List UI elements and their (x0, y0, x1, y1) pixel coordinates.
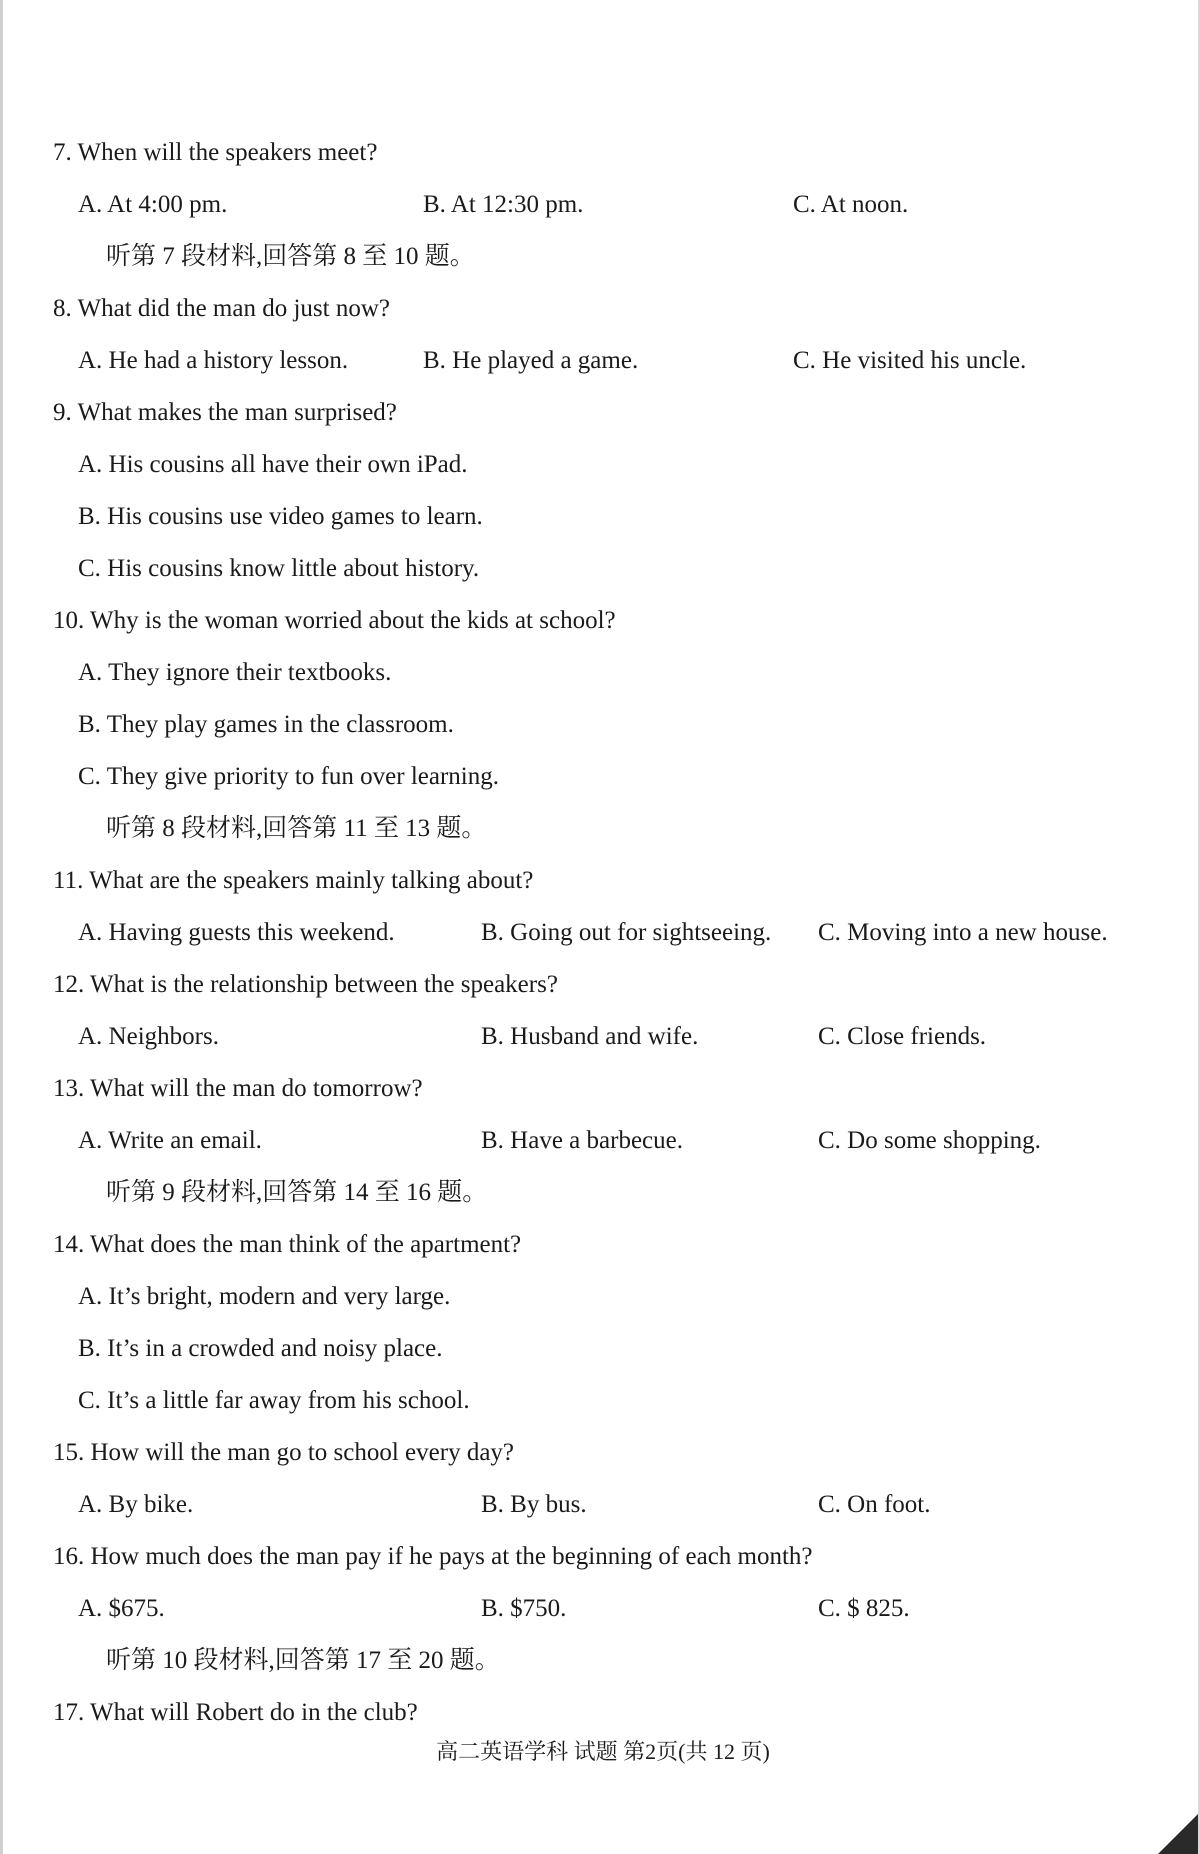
page-corner-fold (1138, 1794, 1198, 1854)
answer-option: B. Have a barbecue. (481, 1127, 683, 1154)
answer-option: A. Having guests this weekend. (78, 919, 395, 946)
answer-option: B. $750. (481, 1595, 567, 1622)
answer-option: B. At 12:30 pm. (423, 191, 584, 218)
question-stem: 9. What makes the man surprised? (53, 399, 397, 426)
answer-option: B. By bus. (481, 1491, 587, 1518)
question-stem: 13. What will the man do tomorrow? (53, 1075, 423, 1102)
answer-option: A. $675. (78, 1595, 165, 1622)
answer-option: C. Do some shopping. (818, 1127, 1041, 1154)
question-stem: 11. What are the speakers mainly talking about? (53, 867, 534, 894)
question-stem: 10. Why is the woman worried about the kids at school? (53, 607, 616, 634)
answer-option: C. It’s a little far away from his school. (78, 1387, 470, 1414)
answer-option: C. They give priority to fun over learning. (78, 763, 499, 790)
answer-option: A. By bike. (78, 1491, 194, 1518)
section-instruction: 听第 7 段材料,回答第 8 至 10 题。 (106, 243, 475, 270)
section-instruction: 听第 10 段材料,回答第 17 至 20 题。 (106, 1647, 500, 1674)
question-stem: 16. How much does the man pay if he pays at the beginning of each month? (53, 1543, 813, 1570)
answer-options-row (53, 1022, 1173, 1074)
answer-option: B. Going out for sightseeing. (481, 919, 772, 946)
answer-option: A. Neighbors. (78, 1023, 219, 1050)
question-stem: 7. When will the speakers meet? (53, 139, 378, 166)
section-instruction: 听第 9 段材料,回答第 14 至 16 题。 (106, 1179, 488, 1206)
answer-option: C. $ 825. (818, 1595, 910, 1622)
answer-option: C. Close friends. (818, 1023, 987, 1050)
answer-options-row (53, 346, 1173, 398)
question-stem: 14. What does the man think of the apartment? (53, 1231, 522, 1258)
question-stem: 12. What is the relationship between the speakers? (53, 971, 558, 998)
answer-option: C. Moving into a new house. (818, 919, 1108, 946)
question-stem: 17. What will Robert do in the club? (53, 1699, 418, 1726)
answer-option: C. On foot. (818, 1491, 931, 1518)
section-instruction: 听第 8 段材料,回答第 11 至 13 题。 (106, 815, 487, 842)
answer-option: A. At 4:00 pm. (78, 191, 228, 218)
answer-option: A. His cousins all have their own iPad. (78, 451, 468, 478)
question-stem: 8. What did the man do just now? (53, 295, 390, 322)
answer-options-row (53, 918, 1173, 970)
answer-option: B. They play games in the classroom. (78, 711, 454, 738)
answer-option: C. At noon. (793, 191, 909, 218)
answer-option: A. It’s bright, modern and very large. (78, 1283, 451, 1310)
answer-option: C. He visited his uncle. (793, 347, 1027, 374)
answer-option: C. His cousins know little about history. (78, 555, 480, 582)
answer-options-row (53, 1490, 1173, 1542)
answer-option: A. They ignore their textbooks. (78, 659, 392, 686)
question-stem: 15. How will the man go to school every day? (53, 1439, 515, 1466)
answer-option: B. He played a game. (423, 347, 639, 374)
answer-options-row (53, 1594, 1173, 1646)
answer-option: B. It’s in a crowded and noisy place. (78, 1335, 443, 1362)
answer-option: A. Write an email. (78, 1127, 262, 1154)
answer-option: B. His cousins use video games to learn. (78, 503, 483, 530)
answer-option: A. He had a history lesson. (78, 347, 349, 374)
answer-options-row (53, 1126, 1173, 1178)
question-list (53, 138, 1173, 1750)
page-footer: 高二英语学科 试题 第2页(共 12 页) (436, 1739, 770, 1764)
answer-option: B. Husband and wife. (481, 1023, 699, 1050)
answer-options-row (53, 190, 1173, 242)
